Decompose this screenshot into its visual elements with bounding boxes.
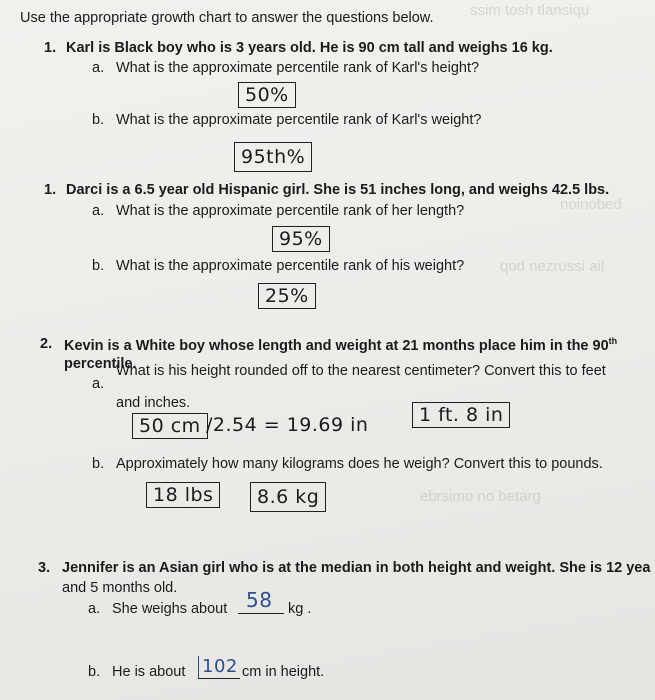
q2b-answer-lbs-box: 18 lbs <box>146 482 220 508</box>
q2b-answer-kg-box: 8.6 kg <box>250 482 326 512</box>
q3b-answer-underline <box>198 678 240 679</box>
q1b-question-text: Darci is a 6.5 year old Hispanic girl. She is 51 inches long, and weighs 42.5 lbs. <box>66 182 610 198</box>
q1a-label: a. <box>92 60 105 76</box>
q2a-answer-feet-box: 1 ft. 8 in <box>412 402 510 428</box>
q3b-pre: He is about <box>112 664 186 680</box>
q2a-answer-box: 50 cm <box>132 413 208 439</box>
q2-text: Kevin is a White boy whose length and weight at 21 months place him in the 90th <box>64 336 618 354</box>
q2b-label: b. <box>92 456 105 472</box>
q2a-text: What is his height rounded off to the nearest centimeter? Convert this to feet <box>116 363 606 379</box>
instructions: Use the appropriate growth chart to answer the questions below. <box>20 10 434 26</box>
q3a-answer-underline <box>238 613 284 614</box>
q1b-b-answer-box: 25% <box>258 283 316 309</box>
q1b-a-answer-box: 95% <box>272 226 330 252</box>
q1b-answer-box: 95th% <box>234 142 312 172</box>
q1b-b-label: b. <box>92 258 105 274</box>
q2a-label: a. <box>92 376 105 392</box>
q3a-answer: 58 <box>246 588 273 612</box>
q1-text: Karl is Black boy who is 3 years old. He is 90 cm tall and weighs 16 kg. <box>66 40 553 56</box>
q2-text-line2: percentile. <box>64 356 137 372</box>
q3b-answer: 102 <box>198 656 238 678</box>
q1a-answer-box: 50% <box>238 82 296 108</box>
q1b-a-label: a. <box>92 203 105 219</box>
q3-number: 3. <box>38 560 51 576</box>
q3-text: Jennifer is an Asian girl who is at the median in both height and weight. She is 12 yea <box>62 560 651 576</box>
q2b-text: Approximately how many kilograms does he weigh? Convert this to pounds. <box>116 456 603 472</box>
q2a-text-line2: and inches. <box>116 395 191 411</box>
q3a-label: a. <box>88 601 101 617</box>
q3b-post: cm in height. <box>242 664 325 680</box>
q1a-text: What is the approximate percentile rank of Karl's height? <box>116 60 480 76</box>
q3a-pre: She weighs about <box>112 601 228 617</box>
q1b-b-text: What is the approximate percentile rank of his weight? <box>116 258 465 274</box>
q2-number: 2. <box>40 336 53 352</box>
q1b-label: b. <box>92 112 105 128</box>
q1b-a-text: What is the approximate percentile rank of her length? <box>116 203 465 219</box>
q1-number: 1. <box>44 40 57 56</box>
q1b-text: What is the approximate percentile rank of Karl's weight? <box>116 112 482 128</box>
q1b-number: 1. <box>44 182 57 198</box>
q2a-answer-calc: /2.54 = 19.69 in <box>206 414 369 436</box>
q3-text-line2: and 5 months old. <box>62 580 178 596</box>
q3b-label: b. <box>88 664 101 680</box>
q3a-post: kg . <box>288 601 312 617</box>
